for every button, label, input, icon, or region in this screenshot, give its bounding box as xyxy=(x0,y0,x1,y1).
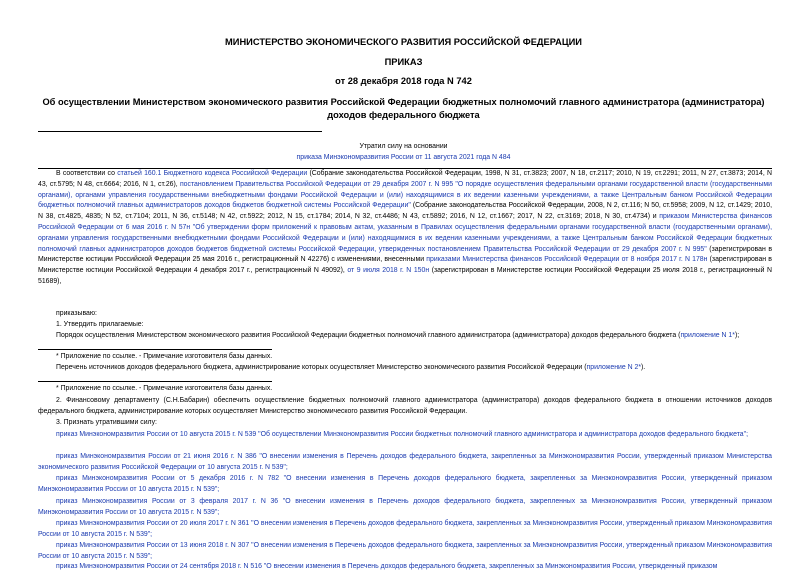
item-1: 1. Утвердить прилагаемые: xyxy=(56,321,144,328)
preamble-text: (зарегистрирован в Министерстве юстиции Российской Федерации 25 мая 2016 г., регистрационный N 42276) с изменениями, внесенными xyxy=(38,245,772,264)
preamble-text: (зарегистрирован в Министерстве юстиции Российской Федерации 4 декабря 2017 г., регистрационный N 49092), xyxy=(38,256,772,275)
item-1b-text: Перечень источников доходов федерального бюджета, администрирование которых осуществляет Министерство экономического развития Российской Федерации ( xyxy=(56,364,587,371)
item-1a-text: Порядок осуществления Министерством экономического развития Российской Федерации бюджетных полномочий главного администратора (администратора) доходов федерального бюджета ( xyxy=(56,332,681,339)
footnote-divider-2 xyxy=(38,381,272,382)
repealed-order-link[interactable]: приказ Минэкономразвития России от 24 сентября 2018 г. N 516 "О внесении изменения в Перечень доходов федерального бюджета, закрепленных за Минэкономразвития России, утвержденный приказом xyxy=(56,563,718,570)
doc-title: Об осуществлении Министерством экономического развития Российской Федерации бюджетных полномочий главного администратора (администратора) доходов федерального бюджета xyxy=(42,97,765,120)
repealed-order-link[interactable]: приказ Минэкономразвития России от 10 августа 2015 г. N 539 "Об осуществлении Минэкономразвития России бюджетных полномочий главного администратора и администратора доходов федерального бюджета"; xyxy=(56,431,748,438)
repealed-order-link[interactable]: приказ Минэкономразвития России от 20 июля 2017 г. N 361 "О внесении изменения в Перечень доходов федерального бюджета, закрепленных за Минэкономразвития России, утвержденный приказом Минэкономразвития России от 10 августа 2015 г. N 539"; xyxy=(38,520,772,538)
preamble-link[interactable]: постановлением Правительства Российской Федерации от 29 декабря 2007 г. N 995 "О порядке осуществления федеральными органами государственной власти (государственными органами), органами управления государственными внебюджетными фондами Российской Федерации и (или) находящимися в их ведении казенными учреждениями, а также Центральным банком Российской Федерации бюджетных полномочий главных администраторов доходов бюджетов бюджетной системы Российской Федерации" xyxy=(38,180,772,210)
preamble-link[interactable]: приказами Министерства финансов Российской Федерации от 8 ноября 2017 г. N 178н xyxy=(426,256,708,264)
preamble-paragraph xyxy=(38,169,772,288)
order-word: приказываю: xyxy=(56,310,97,317)
preamble-text: (Собрание законодательства Российской Федерации, 1998, N 31, ст.3823; 2007, N 18, ст.2117; 2010, N 19, ст.2291; 2011, N 27, ст.3873; 2014, N 43, ст.5795; N 48, ст.6664; 2016, N 1, ст.26), xyxy=(38,170,773,188)
appendix-2-link[interactable]: приложение N 2* xyxy=(586,364,642,371)
doc-type-heading: ПРИКАЗ xyxy=(384,57,423,67)
ministry-heading: МИНИСТЕРСТВО ЭКОНОМИЧЕСКОГО РАЗВИТИЯ РОССИЙСКОЙ ФЕДЕРАЦИИ xyxy=(225,37,582,47)
item-2: 2. Финансовому департаменту (С.Н.Бабарин) обеспечить осуществление бюджетных полномочий главного администратора (администратора) доходов федерального бюджета в отношении источников доходов федерального бюджета, администрирование которых осуществляет Министерство экономического развития Российской Федерации. xyxy=(38,397,772,415)
preamble-text: В соответствии со xyxy=(56,170,118,177)
preamble-link[interactable]: статьей 160.1 Бюджетного кодекса Российской Федерации xyxy=(117,170,308,177)
appendix-1-link[interactable]: приложение N 1* xyxy=(680,332,735,339)
preamble-link[interactable]: приказом Министерства финансов Российской Федерации от 6 мая 2016 г. N 57н "Об утверждении форм приложений к правовым актам, указанным в Правилах осуществления федеральными органами государственной власти (государственными органами), органами управления государственными внебюджетными фондами Российской Федерации и (или) находящимися в их ведении казенными учреждениями, а также Центральным банком Российской Федерации бюджетных полномочий главных администраторов доходов бюджетов бюджетной системы Российской Федерации, утвержденных постановлением Правительства Российской Федерации от 29 декабря 2007 г. N 995" xyxy=(38,213,772,253)
item-1a xyxy=(56,331,739,342)
item-1b-tail: ). xyxy=(641,364,646,371)
divider-top xyxy=(38,131,322,132)
item-1b xyxy=(56,363,645,374)
preamble-text: (Собрание законодательства Российской Федерации, 2008, N 2, ст.116; N 50, ст.5958; 2009, N 12, ст.1429; 2010, N 38, ст.4825, 4835; N 52, ст.7104; 2011, N 36, ст.5148; N 42, ст.5922; 2012, N 15, ст.1784; 2014, N 32, ст.4486; N 43, ст.5892; 2016, N 12, ст.1667; 2017, N 22, ст.3169; 2018, N 30, ст.4734) и xyxy=(38,202,772,221)
item-1a-tail: ); xyxy=(734,332,740,339)
repealed-order-link[interactable]: приказ Минэкономразвития России от 13 июня 2018 г. N 307 "О внесении изменения в Перечень доходов федерального бюджета, закрепленных за Минэкономразвития России, утвержденный приказом Минэкономразвития России от 10 августа 2015 г. N 539"; xyxy=(38,542,772,560)
status-line: Утратил силу на основании xyxy=(359,143,448,150)
preamble-link[interactable]: от 9 июля 2018 г. N 150н xyxy=(347,267,430,275)
preamble-text: (зарегистрирован в Министерстве юстиции Российской Федерации 25 июля 2018 г., регистрационный N 51689), xyxy=(38,267,772,285)
footnote-1: * Приложение по ссылке. - Примечание изготовителя базы данных. xyxy=(56,353,273,360)
repealed-order-link[interactable]: приказ Минэкономразвития России от 3 февраля 2017 г. N 36 "О внесении изменения в Перечень доходов федерального бюджета, закрепленных за Минэкономразвития России, утвержденный приказом Минэкономразвития России от 10 августа 2015 г. N 539"; xyxy=(38,498,772,516)
status-link[interactable]: приказа Минэкономразвития России от 11 августа 2021 года N 484 xyxy=(296,154,511,161)
repealed-order-link[interactable]: приказ Минэкономразвития России от 5 декабря 2016 г. N 782 "О внесении изменения в Перечень доходов федерального бюджета, закрепленных за Минэкономразвития России, утвержденный приказом Минэкономразвития России от 10 августа 2015 г. N 539"; xyxy=(38,475,772,493)
item-3: 3. Признать утратившими силу: xyxy=(56,419,157,426)
footnote-2: * Приложение по ссылке. - Примечание изготовителя базы данных. xyxy=(56,385,273,392)
repealed-order-link[interactable]: приказ Минэкономразвития России от 21 июня 2016 г. N 386 "О внесении изменения в Перечень доходов федерального бюджета, закрепленных за Минэкономразвития России, утвержденный приказом Министерства экономического развития Российской Федерации от 10 августа 2015 г. N 539"; xyxy=(38,453,772,471)
footnote-divider-1 xyxy=(38,349,272,350)
doc-date-number: от 28 декабря 2018 года N 742 xyxy=(335,76,472,86)
